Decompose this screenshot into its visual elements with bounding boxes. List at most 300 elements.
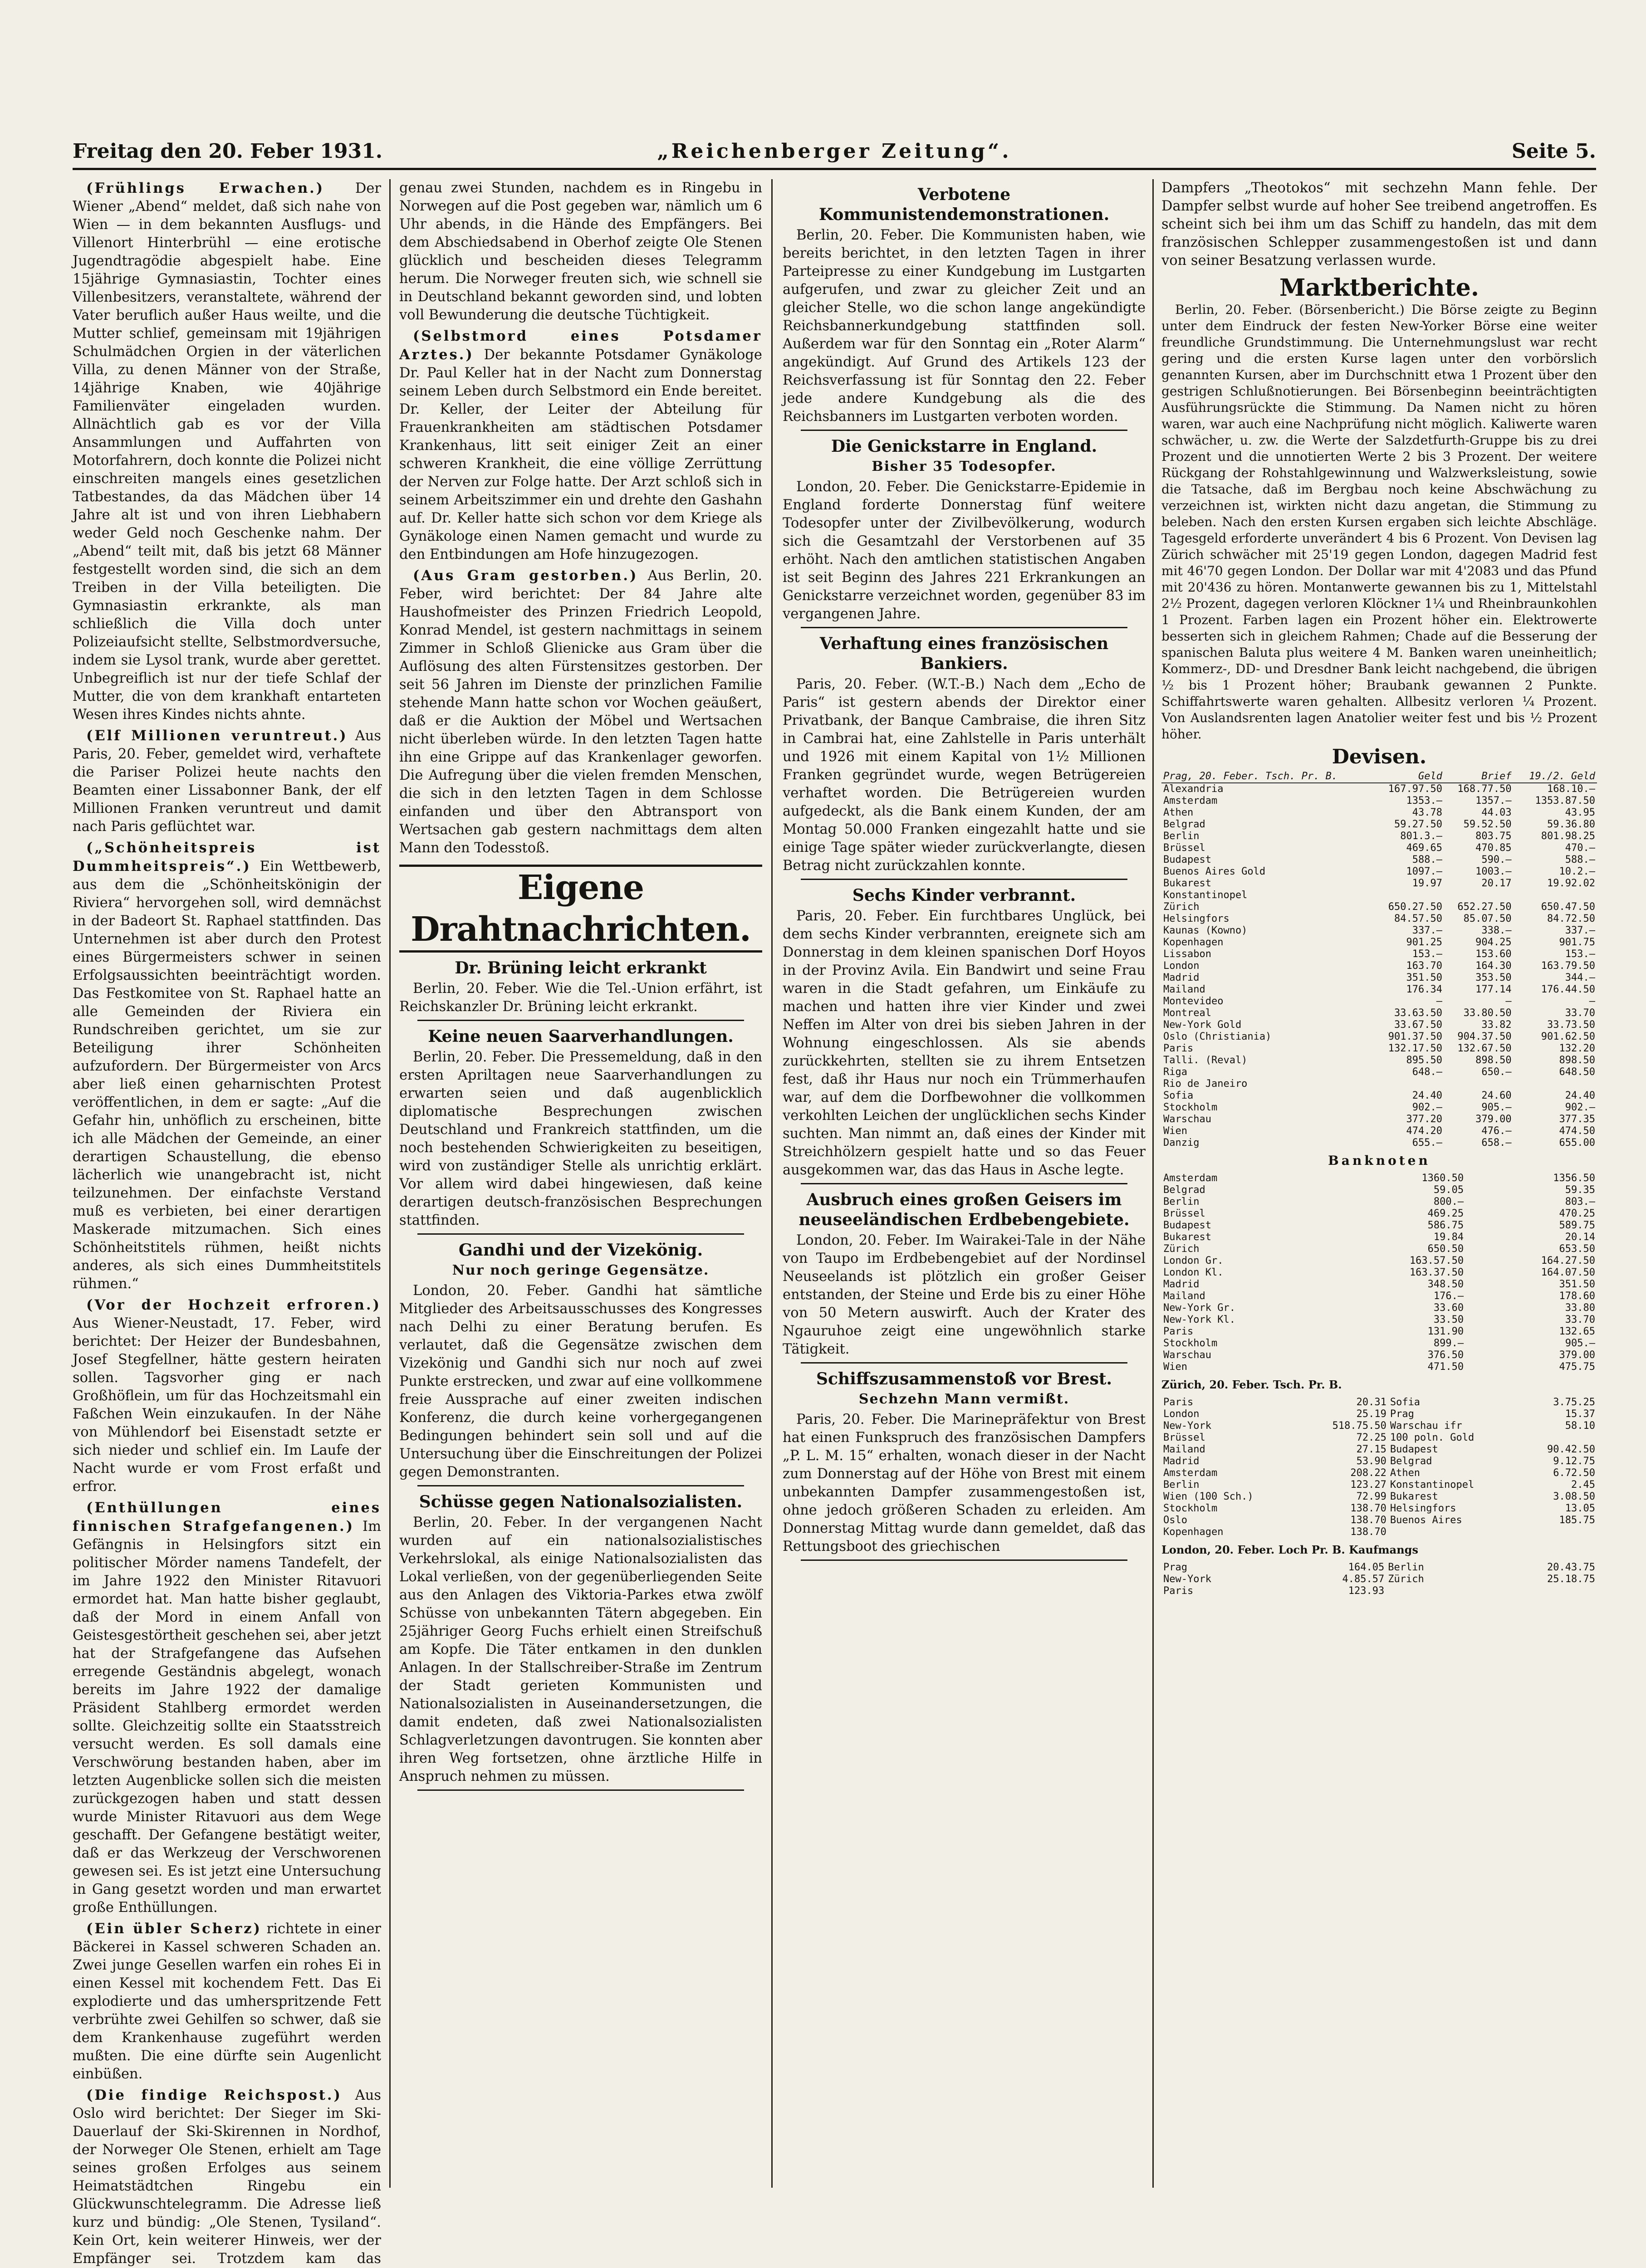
table-cell: 20.31 [1356, 1397, 1386, 1408]
table-cell: Konstantinopel [1163, 890, 1248, 901]
news-item [73, 727, 381, 836]
table-cell: Zürich [1163, 901, 1200, 913]
table-row [1161, 1397, 1597, 1408]
story-body: London, 20. Feber. Im Wairakei-Tale in der Nähe von Taupo im Erdbebengebiet auf der Nordinsel Neuseelands ist plötzlich ein großer Geiser entstanden, der Steine und Erde bis zu einer Höhe von 50 Metern auswirft. Auch der Krater des Ngauruhoe zeigt eine ungewöhnlich starke Tätigkeit. [783, 1232, 1146, 1357]
table-cell: 470.25 [1559, 1208, 1595, 1219]
table-cell: Paris [1163, 1043, 1194, 1054]
table-cell: London Gr. [1163, 1255, 1224, 1266]
table-cell: 9.12.75 [1553, 1456, 1595, 1467]
market-report-title: Marktberichte. [1279, 274, 1479, 302]
table-row [1161, 948, 1597, 960]
table-cell: Paris [1163, 1326, 1194, 1337]
table-row [1161, 854, 1597, 866]
table-cell: New-York Kl. [1163, 1314, 1235, 1325]
story-body: Paris, 20. Feber. Ein furchtbares Unglück, bei dem sechs Kinder verbrannten, ereignete sich am Donnerstag in dem kleinen spanischen Dorf Hoyos in der Provinz Avila. Ein Bandwirt und seine Frau waren in die Stadt gefahren, um Einkäufe zu machen und hatten ihre vier Kinder und zwei Neffen im Alter von drei bis sieben Jahren in der Wohnung eingeschlossen. Als sie abends zurückkehrten, stellten sie zu ihrem Entsetzen fest, daß ihr Haus nur noch ein Trümmerhaufen war, auf dem die Dorfbewohner die vollkommen verkohlten Leichen der unglücklichen sechs Kinder suchten. Man nimmt an, daß eines der Kinder mit Streichhölzern gespielt hatte und so das Feuer ausgekommen war, das das Haus in Asche legte. [783, 908, 1146, 1178]
column-4 [1161, 179, 1597, 2188]
table-cell: New-York Gr. [1163, 1302, 1235, 1314]
table-row [1161, 1173, 1597, 1184]
table-cell: Budapest [1390, 1444, 1438, 1455]
section-title-wire-news: Eigene Drahtnachrichten. [399, 865, 762, 953]
table-cell: 185.75 [1559, 1515, 1595, 1526]
table-cell: Alexandria [1163, 783, 1224, 795]
wire-news-stories [399, 958, 762, 1791]
table-cell: Kaunas (Kowno) [1163, 925, 1248, 936]
table-cell: 132.67.50 [1457, 1043, 1512, 1054]
table-cell: London [1163, 1408, 1200, 1420]
table-cell: 470.85 [1475, 842, 1512, 854]
continued-text: Dampfers „Theotokos“ mit sechzehn Mann fehle. Der Dampfer selbst wurde auf hoher See treibend angetroffen. Es scheint sich bei ihm um das Schiff zu handeln, das mit dem französischen Schlepper zusammengestoßen ist und dann von seiner Besatzung verlassen wurde. [1161, 180, 1597, 269]
table-cell: Warschau ifr [1390, 1420, 1462, 1432]
table-cell: 1356.50 [1553, 1173, 1595, 1184]
table-cell: New-York Gold [1163, 1019, 1242, 1031]
table-cell: 15.37 [1565, 1408, 1595, 1420]
table-cell: 351.50 [1406, 972, 1442, 983]
table-cell: Amsterdam [1163, 1467, 1218, 1479]
table-row [1161, 1314, 1597, 1326]
table-cell: 379.00 [1475, 1114, 1512, 1125]
news-item-keyword: (Enthüllungen eines finnischen Strafgefangenen.) [73, 1500, 381, 1535]
table-cell: 19.92.02 [1547, 878, 1595, 889]
table-cell: 476.— [1481, 1125, 1512, 1137]
table-cell: 589.75 [1559, 1220, 1595, 1231]
table-cell: 474.20 [1406, 1125, 1442, 1137]
london-rates-table [1161, 1562, 1597, 1597]
table-header-cell: Geld [1375, 771, 1444, 783]
news-item [73, 1296, 381, 1496]
story-body: Paris, 20. Feber. (W.T.-B.) Nach dem „Echo de Paris“ ist gestern abends der Direktor einer Privatbank, der Banque Cambraise, die ihren Sitz in Cambrai hat, eine Zahlstelle in Paris unterhält und 1926 mit einem Kapital von 1½ Millionen Franken gegründet wurde, wegen Betrügereien verhaftet worden. Die Betrügereien wurden aufgedeckt, als die Bank einem Kunden, der am Montag 50.000 Franken eingezahlt hatte und sie einige Tage später wieder zurückverlangte, diesen Betrag nicht zurückzahlen konnte. [783, 676, 1146, 874]
table-cell: 33.67.50 [1394, 1019, 1442, 1031]
table-row [1161, 1515, 1597, 1526]
table-cell: — [1436, 996, 1442, 1007]
table-cell: Konstantinopel [1390, 1479, 1475, 1491]
table-cell: 132.65 [1559, 1326, 1595, 1337]
table-row [1161, 1491, 1597, 1503]
table-cell: 27.15 [1356, 1444, 1386, 1455]
table-cell: 33.82 [1481, 1019, 1512, 1031]
table-row [1161, 1208, 1597, 1220]
table-cell: Mailand [1163, 1444, 1205, 1455]
table-cell: 178.60 [1559, 1290, 1595, 1302]
table-cell: 164.07.50 [1541, 1267, 1595, 1278]
table-cell: 33.60 [1433, 1302, 1464, 1314]
table-cell: 1097.— [1406, 866, 1442, 877]
table-cell: Berlin [1163, 1196, 1200, 1207]
story-headline: Verbotene Kommunistendemonstrationen. [818, 185, 1110, 224]
table-cell: Budapest [1163, 1220, 1211, 1231]
table-cell: Montevideo [1163, 996, 1224, 1007]
table-cell: 655.00 [1559, 1137, 1595, 1149]
table-row [1161, 1243, 1597, 1255]
table-cell: Budapest [1163, 854, 1211, 865]
table-cell: 59.35 [1565, 1184, 1595, 1196]
column-2 [399, 179, 762, 2188]
table-row [1161, 1408, 1597, 1420]
page-header [73, 136, 1596, 170]
table-cell: 123.27 [1350, 1479, 1386, 1491]
table-cell: 164.30 [1475, 960, 1512, 972]
table-row [1161, 1432, 1597, 1444]
table-cell: 59.27.50 [1394, 819, 1442, 830]
table-row [1161, 1526, 1597, 1538]
column-3 [783, 179, 1146, 2188]
table-cell: 653.50 [1559, 1243, 1595, 1255]
table-cell: 167.97.50 [1388, 783, 1442, 795]
table-cell: 33.63.50 [1394, 1007, 1442, 1019]
table-cell: 471.50 [1427, 1361, 1464, 1373]
column-rule [389, 179, 391, 2188]
table-row [1161, 996, 1597, 1007]
table-cell: 588.— [1565, 854, 1595, 865]
table-cell: 902.— [1565, 1102, 1595, 1113]
table-cell: Oslo (Christiania) [1163, 1031, 1272, 1042]
table-row [1161, 1290, 1597, 1302]
column-rule [1152, 179, 1154, 2188]
table-cell: Warschau [1163, 1349, 1211, 1361]
table-cell: 153.— [1412, 948, 1442, 960]
table-cell: Lissabon [1163, 948, 1211, 960]
table-cell: 176.44.50 [1541, 984, 1595, 995]
table-cell: — [1505, 996, 1512, 1007]
story-divider [417, 1233, 744, 1235]
table-row [1161, 1055, 1597, 1066]
london-rates-title: London, 20. Feber. Loch Pr. B. Kaufmangs [1161, 1543, 1418, 1556]
table-cell: 655.— [1412, 1137, 1442, 1149]
table-row [1161, 1479, 1597, 1491]
news-item [399, 567, 762, 857]
table-cell: 518.75.50 [1332, 1420, 1386, 1432]
table-row [1161, 819, 1597, 831]
table-cell: Wien [1163, 1361, 1187, 1373]
story-divider [417, 1020, 744, 1021]
table-row [1161, 1196, 1597, 1208]
story-divider [801, 627, 1127, 628]
table-cell: London [1163, 960, 1200, 972]
table-cell: 1357.— [1475, 795, 1512, 807]
table-cell: 650.— [1481, 1066, 1512, 1078]
table-cell: 901.25 [1406, 937, 1442, 948]
table-row [1161, 913, 1597, 925]
table-cell: Brüssel [1163, 1208, 1205, 1219]
news-item-text: Aus Wiener-Neustadt, 17. Feber, wird berichtet: Der Heizer der Bundesbahnen, Josef Stegfellner, hätte gestern heiraten sollen. Tagsvorher ging er nach Großhöflein, um für das Hochzeitsmahl ein Faßchen Wein einzukaufen. In der Nähe von Mühlendorf bei Eisenstadt setzte er sich nieder und schlief ein. Im Laufe der Nacht wurde er vom Frost erfaßt und erfror. [73, 1315, 381, 1495]
table-cell: New-York [1163, 1574, 1211, 1585]
table-header-row [1161, 771, 1597, 783]
table-header-cell: Brief [1444, 771, 1514, 783]
news-item-keyword: (Die findige Reichspost.) [86, 2087, 342, 2103]
table-row [1161, 1467, 1597, 1479]
table-row [1161, 866, 1597, 878]
column-rule [771, 179, 773, 2188]
table-cell: 6.72.50 [1553, 1467, 1595, 1479]
table-cell: 648.50 [1559, 1066, 1595, 1078]
news-item-keyword: (Elf Millionen veruntreut.) [86, 728, 348, 744]
table-cell: 586.75 [1427, 1220, 1464, 1231]
table-cell: 800.— [1433, 1196, 1464, 1207]
story-body: Berlin, 20. Feber. Wie die Tel.-Union erfährt, ist Reichskanzler Dr. Brüning leicht erkrankt. [399, 981, 762, 1015]
table-row [1161, 960, 1597, 972]
market-report-body: Berlin, 20. Feber. (Börsenbericht.) Die Börse zeigte zu Beginn unter dem Eindruck der festen New-Yorker Börse eine weiter freundliche Grundstimmung. Die Unternehmungslust war recht gering und die ersten Kurse lagen unter den vorbörslich genannten Kursen, aber im Durchschnitt etwa 1 Prozent über den gestrigen Schlußnotierungen. Bei Börsenbeginn beeinträchtigten Ausführungsrückte die Stimmung. Da Namen nicht zu hören waren, war auch eine Nachprüfung nicht möglich. Kaliwerte waren schwächer, u. zw. die Werte der Salzdetfurth-Gruppe bis zu drei Prozent und die unnotierten Werte 2 bis 3 Prozent. Der weitere Rückgang der Rohstahlgewinnung und Walzwerksleistung, sowie die Tatsache, daß im Bergbau noch keine Abschwächung zu verzeichnen ist, wirkten nicht dazu angetan, die Stimmung zu beleben. Nach den ersten Kursen ergaben sich leichte Abschläge. Tagesgeld erforderte unverändert 4 bis 6 Prozent. Von Devisen lag Zürich schwächer mit 25'19 gegen London, dagegen Madrid fest mit 46'70 gegen London. Der Dollar war mit 4'2083 und das Pfund mit 20'436 zu hören. Montanwerte gewannen bis zu 1, Mittelstahl 2½ Prozent, dagegen verloren Klöckner 1¼ und Rheinbraunkohlen 1 Prozent. Farben lagen ein Prozent höher ein. Elektrowerte besserten sich in gleichem Rahmen; Chade auf die Besserung der spanischen Baluta plus weitere 4 M. Banken waren uneinheitlich; Kommerz-, DD- und Dresdner Bank leicht nachgebend, die übrigen ½ bis 1 Prozent höher; Braubank gewannen 2 Punkte. Schiffahrtswerte waren gehalten. Allbesitz verloren ¼ Prozent. Von Auslandsrenten lagen Anatolier weiter fest und bis ½ Prozent höher. [1161, 302, 1597, 742]
story-subheadline: Bisher 35 Todesopfer. [872, 459, 1057, 474]
table-row [1161, 1338, 1597, 1349]
table-cell: 163.57.50 [1409, 1255, 1464, 1266]
table-row [1161, 878, 1597, 890]
table-row [1161, 1503, 1597, 1515]
table-cell: 19.84 [1433, 1232, 1464, 1243]
table-cell: 353.50 [1475, 972, 1512, 983]
table-cell: 590.— [1481, 854, 1512, 865]
table-row [1161, 1102, 1597, 1114]
table-cell: Oslo [1163, 1515, 1187, 1526]
table-row [1161, 795, 1597, 807]
news-item-text: Aus Oslo wird berichtet: Der Sieger im Ski-Dauerlauf der Ski-Skirennen in Nordhof, der Norweger Ole Stenen, erhielt am Tage seines großen Erfolges aus seinem Heimatstädtchen Ringebu ein Glückwunschtelegramm. Die Adresse ließ kurz und bündig: „Ole Stenen, Tysiland“. Kein Ort, kein weiterer Hinweis, wer der Empfänger sei. Trotzdem kam das [73, 2087, 381, 2267]
table-row [1161, 1279, 1597, 1290]
table-cell: 43.78 [1412, 807, 1442, 818]
news-item-keyword: (Aus Gram gestorben.) [413, 567, 638, 584]
table-row [1161, 890, 1597, 901]
table-cell: Buenos Aires Gold [1163, 866, 1266, 877]
story-divider [801, 1183, 1127, 1184]
table-row [1161, 1125, 1597, 1137]
table-cell: 33.70 [1565, 1007, 1595, 1019]
table-cell: 84.57.50 [1394, 913, 1442, 924]
table-cell: Danzig [1163, 1137, 1200, 1149]
story-body: Berlin, 20. Feber. Die Kommunisten haben, wie bereits berichtet, in den letzten Tagen in ihrer Parteipresse zu einer Kundgebung im Lustgarten aufgerufen, und zwar zu gleicher Zeit und an gleicher Stelle, wo die schon lange angekündigte Reichsbannerkundgebung stattfinden soll. Außerdem war für den Sonntag ein „Roter Alarm“ angekündigt. Auf Grund des Artikels 123 der Reichsverfassung ist für Sonntag den 22. Feber jede andere Kundgebung als die des Reichsbanners im Lustgarten verboten worden. [783, 227, 1146, 425]
table-cell: 164.05 [1348, 1562, 1385, 1573]
table-cell: 3.75.25 [1553, 1397, 1595, 1408]
story-body: Berlin, 20. Feber. Die Pressemeldung, daß in den ersten Apriltagen neue Saarverhandlungen zu erwarten seien und daß augenblicklich diplomatische Besprechungen zwischen Deutschland und Frankreich stattfinden, um die noch bestehenden Schwierigkeiten zu beseitigen, wird von zuständiger Stelle als unrichtig erklärt. Vor allem wird dabei hingewiesen, daß keine derartigen deutsch-französischen Besprechungen stattfinden. [399, 1049, 762, 1228]
table-cell: 650.47.50 [1541, 901, 1595, 913]
table-cell: 901.75 [1559, 937, 1595, 948]
zurich-rates-title: Zürich, 20. Feber. Tsch. Pr. B. [1161, 1378, 1342, 1391]
table-cell: 905.— [1565, 1338, 1595, 1349]
story-body: Paris, 20. Feber. Die Marinepräfektur von Brest hat einen Funkspruch des französischen Dampfers „P. L. M. 15“ erhalten, wonach dieser in der Nacht zum Donnerstag auf der Höhe von Brest mit einem unbekannten Dampfer zusammengestoßen ist, ohne jedoch größeren Schaden zu erleiden. Am Donnerstag Mittag wurde dann gemeldet, daß das Rettungsboot des griechischen [783, 1412, 1146, 1554]
table-cell: 904.25 [1475, 937, 1512, 948]
table-cell: 337.— [1412, 925, 1442, 936]
table-row [1161, 1302, 1597, 1314]
table-cell: 20.17 [1481, 878, 1512, 889]
table-cell: Zürich [1163, 1243, 1200, 1255]
table-cell: 163.70 [1406, 960, 1442, 972]
table-cell: 132.20 [1559, 1043, 1595, 1054]
table-row [1161, 1585, 1597, 1597]
table-cell: London Kl. [1163, 1267, 1224, 1278]
table-cell: 898.50 [1559, 1055, 1595, 1066]
table-cell: 898.50 [1475, 1055, 1512, 1066]
table-cell [1519, 1526, 1597, 1538]
news-item-text: Der Wiener „Abend“ meldet, daß sich nahe von Wien — in dem bekannten Ausflugs- und Villenort Hinterbrühl — eine erotische Jugendtragödie abgespielt habe. Eine 15jährige Gymnasiastin, Tochter eines Villenbesitzers, veranstaltete, während der Vater beruflich außer Haus weilte, und die Mutter schlief, gemeinsam mit 19jährigen Schulmädchen Orgien in der väterlichen Villa, zu denen Männer von der Straße, 14jährige Knaben, wie 40jährige Familienväter eingeladen wurden. Allnächtlich gab es vor der Villa Ansammlungen und Auffahrten von Motorfahrern, doch konnte die Polizei nicht einschreiten mangels eines gesetzlichen Tatbestandes, da das Mädchen über 14 Jahre alt ist und von ihren Liebhabern weder Geld noch Geschenke nahm. Der „Abend“ teilt mit, daß bis jetzt 68 Männer festgestellt worden sind, die sich an dem Treiben in der Villa beteiligten. Die Gymnasiastin erkrankte, als man schließlich die Villa doch unter Polizeiaufsicht stellte, Selbstmordversuche, indem sie Lysol trank, wurde aber gerettet. Unbegreiflich ist nur der tiefe Schlaf der Mutter, die von dem krankhaft entarteten Wesen ihres Kindes nichts ahnte. [73, 181, 381, 723]
table-cell: 20.14 [1565, 1232, 1595, 1243]
table-cell: Belgrad [1163, 1184, 1205, 1196]
table-cell: Sofia [1163, 1090, 1194, 1101]
table-cell: 59.52.50 [1463, 819, 1512, 830]
story-body: London, 20. Feber. Die Genickstarre-Epidemie in England forderte Donnerstag fünf weitere Todesopfer unter der Zivilbevölkerung, wodurch sich die Gesamtzahl der Verstorbenen auf 35 erhöht. Nach den amtlichen statistischen Angaben ist seit Beginn des Jahres 221 Erkrankungen an Genickstarre verzeichnet worden, gegenüber 83 im vergangenen Jahre. [783, 479, 1146, 622]
table-cell: 53.90 [1356, 1456, 1386, 1467]
table-cell: 377.20 [1406, 1114, 1442, 1125]
table-cell: 10.2.— [1559, 866, 1595, 877]
table-cell: 338.— [1481, 925, 1512, 936]
table-cell: 469.25 [1427, 1208, 1464, 1219]
table-cell: 43.95 [1565, 807, 1595, 818]
table-cell: Brüssel [1163, 842, 1205, 854]
table-cell: 177.14 [1475, 984, 1512, 995]
table-cell: 100 poln. Gold [1390, 1432, 1475, 1443]
news-item-keyword: (Vor der Hochzeit erfroren.) [86, 1297, 381, 1313]
table-cell: Amsterdam [1163, 795, 1218, 807]
story-divider [801, 879, 1127, 880]
table-header-cell: 19./2. Geld [1514, 771, 1597, 783]
table-cell: 138.70 [1350, 1503, 1386, 1514]
table-cell: 379.00 [1559, 1349, 1595, 1361]
table-cell: 901.62.50 [1541, 1031, 1595, 1042]
table-cell: 168.10.— [1547, 783, 1595, 795]
table-cell: 650.50 [1427, 1243, 1464, 1255]
column-1 [73, 179, 382, 2267]
table-row [1161, 1066, 1597, 1078]
news-item-text: Ein Wettbewerb, aus dem die „Schönheitskönigin der Riviera“ hervorgehen soll, wird demnächst in der Badeort St. Raphael stattfinden. Das Unternehmen ist aber durch den Protest eines Bürgermeisters schwer in seinen Erfolgsaussichten beeinträchtigt worden. Das Festkomitee von St. Raphael hatte an alle Gemeinden der Riviera ein Rundschreiben gerichtet, um sie zur Beteiligung ihrer Schönheiten aufzufordern. Der Bürgermeister von Arcs aber ließ einen geharnischten Protest veröffentlichen, in dem er sagte: „Auf die Gefahr hin, unhöflich zu erscheinen, bitte ich alle Mädchen der Gemeinde, an einer derartigen Schaustellung, die ebenso lächerlich wie unangebracht ist, nicht teilzunehmen. Der einfachste Verstand muß es verbieten, bei einer derartigen Maskerade mitzumachen. Sich eines Schönheitstitels rühmen, heißt nichts anderes, als sich eines Dummheitstitels rühmen.“ [73, 859, 381, 1292]
table-cell: 138.70 [1350, 1515, 1386, 1526]
currency-table-title: Devisen. [1332, 745, 1427, 768]
story-headline: Gandhi und der Vizekönig. [458, 1241, 703, 1260]
table-cell: 474.50 [1559, 1125, 1595, 1137]
table-cell: Wien (100 Sch.) [1163, 1491, 1254, 1502]
table-cell: Kopenhagen [1163, 1526, 1224, 1538]
table-row [1161, 1349, 1597, 1361]
table-cell [1375, 1078, 1444, 1090]
table-cell: 208.22 [1350, 1467, 1386, 1479]
table-cell: 90.42.50 [1547, 1444, 1595, 1455]
table-cell: Amsterdam [1163, 1173, 1218, 1184]
table-cell: Berlin [1163, 831, 1200, 842]
news-item-keyword: (Selbstmord eines Potsdamer Arztes.) [399, 328, 762, 363]
table-cell: Kopenhagen [1163, 937, 1224, 948]
table-row [1161, 1255, 1597, 1267]
table-cell: 84.72.50 [1547, 913, 1595, 924]
story-divider [417, 1789, 744, 1791]
table-cell: Athen [1163, 807, 1194, 818]
table-cell: 24.40 [1565, 1090, 1595, 1101]
table-cell: 72.25 [1356, 1432, 1386, 1443]
table-row [1161, 1562, 1597, 1574]
table-cell: 72.99 [1356, 1491, 1386, 1502]
table-cell: 153.60 [1475, 948, 1512, 960]
table-row [1161, 972, 1597, 984]
table-cell: Sofia [1390, 1397, 1421, 1408]
table-cell: Prag [1390, 1408, 1414, 1420]
story-headline: Schiffszusammenstoß vor Brest. [816, 1369, 1112, 1388]
table-cell: 344.— [1565, 972, 1595, 983]
table-row [1161, 1078, 1597, 1090]
table-cell: 25.18.75 [1547, 1574, 1595, 1585]
table-cell: Warschau [1163, 1114, 1211, 1125]
table-row [1161, 1043, 1597, 1055]
table-cell: 24.60 [1481, 1090, 1512, 1101]
table-cell: New-York [1163, 1420, 1211, 1432]
table-cell: 1353.— [1406, 795, 1442, 807]
story-headline: Ausbruch eines großen Geisers im neuseeländischen Erdbebengebiete. [799, 1190, 1130, 1229]
story-headline: Schüsse gegen Nationalsozialisten. [419, 1492, 743, 1511]
table-cell: 905.— [1481, 1102, 1512, 1113]
local-news-items [399, 327, 762, 857]
table-cell [1519, 1432, 1597, 1444]
table-row [1161, 1220, 1597, 1232]
table-cell: 1003.— [1475, 866, 1512, 877]
table-cell: 650.27.50 [1388, 901, 1442, 913]
table-row [1161, 1114, 1597, 1125]
currency-table [1161, 771, 1597, 1149]
table-cell: Zürich [1388, 1574, 1424, 1585]
table-cell [1375, 890, 1444, 901]
news-item [73, 2086, 381, 2268]
table-row [1161, 937, 1597, 948]
table-row [1161, 925, 1597, 937]
table-cell: Brüssel [1163, 1432, 1205, 1443]
table-cell: Madrid [1163, 972, 1200, 983]
table-cell: Madrid [1163, 1456, 1200, 1467]
table-row [1161, 1232, 1597, 1243]
zurich-rates-table [1161, 1397, 1597, 1538]
table-cell [1388, 1526, 1520, 1538]
story-headline: Verhaftung eines französischen Bankiers. [819, 634, 1109, 673]
header-date: Freitag den 20. Feber 1931. [73, 140, 383, 163]
table-cell: 348.50 [1427, 1279, 1464, 1290]
table-cell: 59.05 [1433, 1184, 1464, 1196]
table-cell: 176.34 [1406, 984, 1442, 995]
table-cell: 337.— [1565, 925, 1595, 936]
table-row [1161, 1420, 1597, 1432]
table-cell: 475.75 [1559, 1361, 1595, 1373]
table-cell: 588.— [1412, 854, 1442, 865]
table-cell: 803.75 [1475, 831, 1512, 842]
news-item-keyword: (Frühlings Erwachen.) [86, 180, 325, 196]
table-cell: Berlin [1388, 1562, 1424, 1573]
table-row [1161, 1326, 1597, 1338]
table-cell: Bukarest [1163, 878, 1211, 889]
table-cell [1444, 1078, 1514, 1090]
table-cell: 13.05 [1565, 1503, 1595, 1514]
table-cell: 33.73.50 [1547, 1019, 1595, 1031]
table-cell: Madrid [1163, 1279, 1200, 1290]
table-row [1161, 1019, 1597, 1031]
table-cell: 1360.50 [1421, 1173, 1464, 1184]
news-item-keyword: („Schönheitspreis ist Dummheitspreis“.) [73, 840, 381, 875]
table-cell [1478, 1585, 1597, 1597]
table-cell [1514, 1078, 1597, 1090]
table-cell: Helsingfors [1390, 1503, 1456, 1514]
news-item-text: Aus Paris, 20. Feber, gemeldet wird, verhaftete die Pariser Polizei heute nachts den Beamten einer Lissabonner Bank, der elf Millionen Franken veruntreut und damit nach Paris geflüchtet war. [73, 728, 381, 835]
table-cell: 163.37.50 [1409, 1267, 1464, 1278]
table-row [1161, 1444, 1597, 1456]
table-cell: 803.— [1565, 1196, 1595, 1207]
table-cell: 376.50 [1427, 1349, 1464, 1361]
story-divider [801, 430, 1127, 431]
table-cell: Rio de Janeiro [1163, 1078, 1248, 1090]
table-cell: Belgrad [1163, 819, 1205, 830]
table-cell: Mailand [1163, 984, 1205, 995]
table-cell: 20.43.75 [1547, 1562, 1595, 1573]
table-row [1161, 831, 1597, 842]
news-item-text: Der bekannte Potsdamer Gynäkologe Dr. Paul Keller hat in der Nacht zum Donnerstag seinem Leben durch Selbstmord ein Ende bereitet. Dr. Keller, der Leiter der Abteilung für Frauenkrankheiten am städtischen Potsdamer Krankenhaus, litt seit einiger Zeit an einer schweren Krankheit, die eine völlige Zerrüttung der Nerven zur Folge hatte. Der Arzt schloß sich in seinem Arbeitszimmer ein und drehte den Gashahn auf. Dr. Keller hatte sich schon vor dem Kriege als Gynäkologe einen Namen gemacht und wurde zu den Entbindungen am Hofe hinzugezogen. [399, 347, 762, 562]
header-paper-name: „Reichenberger Zeitung“. [657, 140, 1012, 163]
table-cell: Montreal [1163, 1007, 1211, 1019]
table-cell: 2.45 [1571, 1479, 1595, 1491]
story-headline: Keine neuen Saarverhandlungen. [428, 1027, 734, 1046]
banknotes-table [1161, 1173, 1597, 1373]
table-cell: Wien [1163, 1125, 1187, 1137]
table-cell: Talli. (Reval) [1163, 1055, 1248, 1066]
story-subheadline: Nur noch geringe Gegensätze. [452, 1262, 710, 1278]
table-cell: 1353.87.50 [1535, 795, 1595, 807]
table-row [1161, 1090, 1597, 1102]
table-cell: 24.40 [1412, 1090, 1442, 1101]
